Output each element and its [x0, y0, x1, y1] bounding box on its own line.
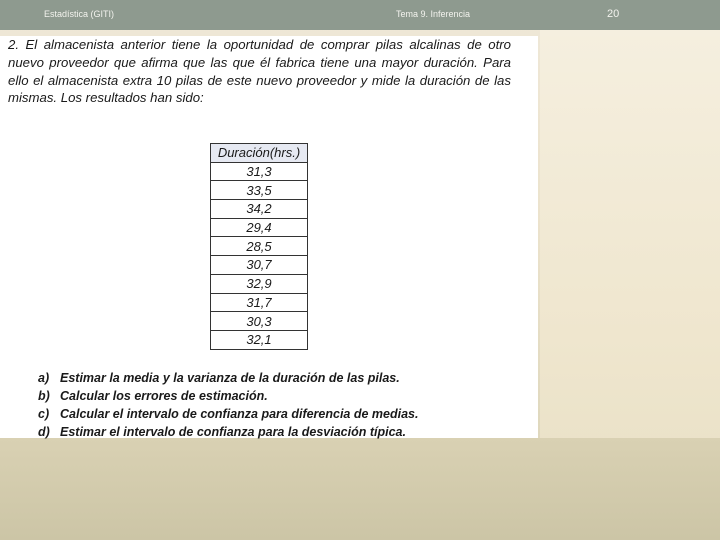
- table-row: [211, 181, 308, 200]
- table-row: [211, 162, 308, 181]
- task-item: [38, 423, 518, 441]
- table-row: [211, 330, 308, 349]
- task-letter: b): [38, 389, 50, 403]
- table-cell: 30,3: [211, 312, 308, 331]
- task-text: Estimar la media y la varianza de la duración de las pilas.: [60, 371, 400, 385]
- table-cell: 32,9: [211, 274, 308, 293]
- problem-statement: 2. El almacenista anterior tiene la oportunidad de comprar pilas alcalinas de otro nuevo proveedor que afirma que las que él fabrica tiene una mayor duración. Para ello el almacenista extra 10 pilas de este nuevo proveedor y mide la duración de las mismas. Los resultados han sido:: [8, 37, 511, 106]
- table-cell: 32,1: [211, 330, 308, 349]
- task-text: Calcular los errores de estimación.: [60, 389, 268, 403]
- table-row: [211, 218, 308, 237]
- slide-header-bar: [0, 0, 720, 30]
- task-letter: d): [38, 425, 50, 439]
- table-row: [211, 256, 308, 275]
- table-row: [211, 237, 308, 256]
- table-cell: 29,4: [211, 218, 308, 237]
- table-cell: 34,2: [211, 200, 308, 219]
- table-row: [211, 274, 308, 293]
- duration-table: [210, 143, 308, 350]
- topic-title: Tema 9. Inferencia: [396, 9, 471, 19]
- task-item: [38, 405, 518, 423]
- slide-bottom-band: [0, 438, 720, 540]
- table-row: [211, 312, 308, 331]
- table-cell: 33,5: [211, 181, 308, 200]
- table-header-row: [211, 144, 308, 163]
- task-list: [38, 369, 518, 441]
- page-number: 20: [607, 8, 620, 20]
- task-text: Estimar el intervalo de confianza para la desviación típica.: [60, 425, 406, 439]
- task-letter: c): [38, 407, 50, 421]
- task-item: [38, 369, 518, 387]
- table-cell: 28,5: [211, 237, 308, 256]
- table-row: [211, 293, 308, 312]
- problem-document: [0, 36, 538, 438]
- table-cell: 30,7: [211, 256, 308, 275]
- table-row: [211, 200, 308, 219]
- task-text: Calcular el intervalo de confianza para diferencia de medias.: [60, 407, 419, 421]
- table-header-cell: Duración(hrs.): [211, 144, 308, 163]
- table-cell: 31,7: [211, 293, 308, 312]
- course-title: Estadística (GITI): [44, 9, 115, 19]
- task-item: [38, 387, 518, 405]
- table-cell: 31,3: [211, 162, 308, 181]
- task-letter: a): [38, 371, 50, 385]
